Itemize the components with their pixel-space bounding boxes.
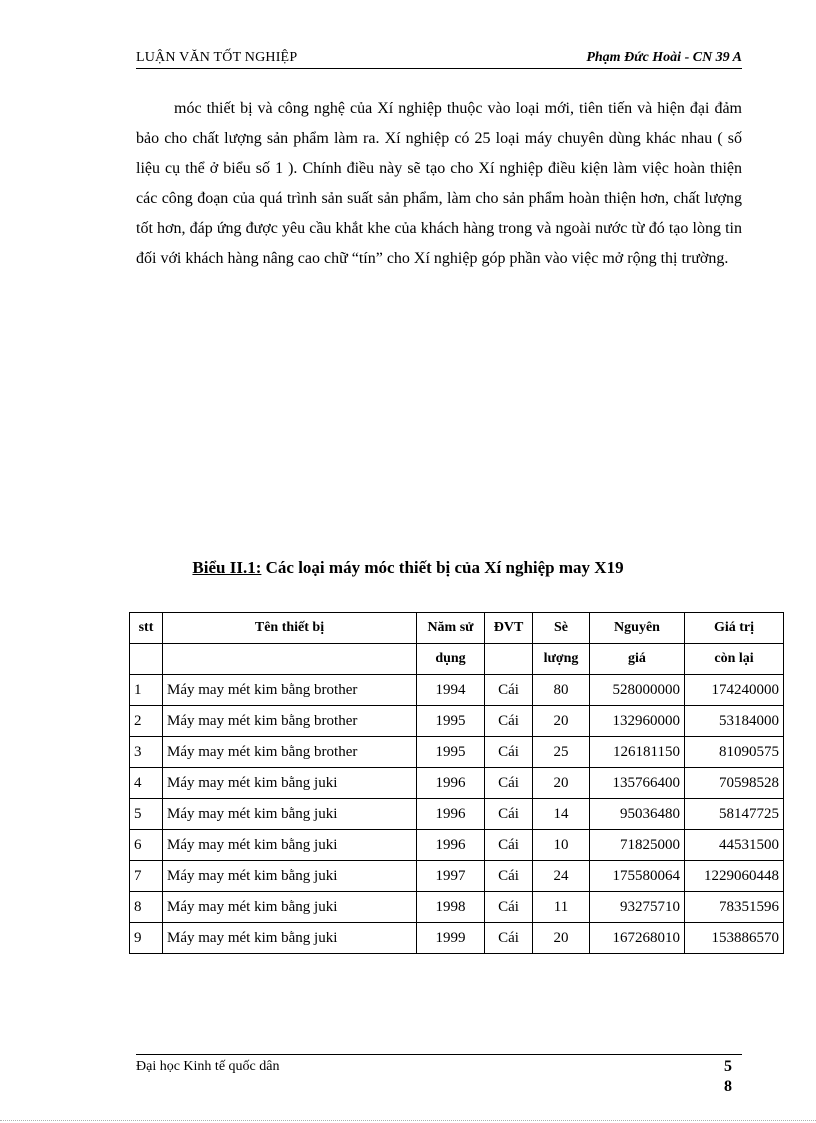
- table-row: [130, 830, 784, 861]
- header-unit-cont: [485, 644, 533, 675]
- page-bottom-divider: [0, 1120, 816, 1121]
- table-header-row: [130, 613, 784, 644]
- table-row: [130, 892, 784, 923]
- cell-unit: Cái: [485, 830, 533, 861]
- cell-stt: 6: [130, 830, 163, 861]
- table-caption: [0, 558, 816, 578]
- table-body: [130, 675, 784, 954]
- cell-original-cost: 71825000: [590, 830, 685, 861]
- body-paragraph: móc thiết bị và công nghệ của Xí nghiệp thuộc vào loại mới, tiên tiến và hiện đại đảm bảo cho chất lượng sản phẩm làm ra. Xí nghiệp có 25 loại máy chuyên dùng khác nhau ( số liệu cụ thể ở biểu số 1 ). Chính điều này sẽ tạo cho Xí nghiệp điều kiện làm việc hoàn thiện các công đoạn của quá trình sản suất sản phẩm, làm cho sản phẩm hoàn thiện hơn, chất lượng tốt hơn, đáp ứng được yêu cầu khắt khe của khách hàng trong và ngoài nước từ đó tạo lòng tin đối với khách hàng nâng cao chữ “tín” cho Xí nghiệp góp phần vào việc mở rộng thị trường.: [136, 100, 742, 267]
- equipment-table: [129, 612, 784, 954]
- cell-quantity: 24: [533, 861, 590, 892]
- cell-residual-value: 78351596: [685, 892, 784, 923]
- cell-quantity: 80: [533, 675, 590, 706]
- cell-year: 1996: [417, 830, 485, 861]
- table-row: [130, 799, 784, 830]
- cell-quantity: 11: [533, 892, 590, 923]
- cell-device-name: Máy may mét kim bằng juki: [163, 861, 417, 892]
- table-caption-label: Biểu II.1:: [192, 558, 262, 577]
- table-row: [130, 706, 784, 737]
- cell-stt: 2: [130, 706, 163, 737]
- cell-original-cost: 167268010: [590, 923, 685, 954]
- page-header: [136, 50, 742, 69]
- page-number-line1: 5: [724, 1058, 732, 1075]
- table-row: [130, 923, 784, 954]
- cell-device-name: Máy may mét kim bằng brother: [163, 675, 417, 706]
- cell-original-cost: 126181150: [590, 737, 685, 768]
- cell-unit: Cái: [485, 675, 533, 706]
- cell-quantity: 14: [533, 799, 590, 830]
- table-header-row: [130, 644, 784, 675]
- cell-device-name: Máy may mét kim bằng juki: [163, 892, 417, 923]
- cell-stt: 1: [130, 675, 163, 706]
- header-quantity-cont: lượng: [533, 644, 590, 675]
- cell-unit: Cái: [485, 737, 533, 768]
- cell-device-name: Máy may mét kim bằng brother: [163, 706, 417, 737]
- cell-year: 1998: [417, 892, 485, 923]
- cell-device-name: Máy may mét kim bằng juki: [163, 830, 417, 861]
- cell-device-name: Máy may mét kim bằng brother: [163, 737, 417, 768]
- header-device-name-cont: [163, 644, 417, 675]
- header-year: Năm sử: [417, 613, 485, 644]
- header-device-name: Tên thiết bị: [163, 613, 417, 644]
- cell-stt: 7: [130, 861, 163, 892]
- cell-residual-value: 44531500: [685, 830, 784, 861]
- cell-device-name: Máy may mét kim bằng juki: [163, 923, 417, 954]
- header-original-cost: Nguyên: [590, 613, 685, 644]
- cell-unit: Cái: [485, 861, 533, 892]
- cell-residual-value: 58147725: [685, 799, 784, 830]
- cell-residual-value: 81090575: [685, 737, 784, 768]
- cell-stt: 8: [130, 892, 163, 923]
- header-quantity: Sè: [533, 613, 590, 644]
- cell-unit: Cái: [485, 768, 533, 799]
- cell-stt: 3: [130, 737, 163, 768]
- cell-year: 1999: [417, 923, 485, 954]
- cell-residual-value: 53184000: [685, 706, 784, 737]
- header-original-cost-cont: giá: [590, 644, 685, 675]
- cell-year: 1996: [417, 799, 485, 830]
- cell-residual-value: 1229060448: [685, 861, 784, 892]
- cell-quantity: 20: [533, 923, 590, 954]
- header-residual-value-cont: còn lại: [685, 644, 784, 675]
- table-row: [130, 737, 784, 768]
- cell-original-cost: 95036480: [590, 799, 685, 830]
- header-thesis-title: LUẬN VĂN TỐT NGHIỆP: [136, 50, 298, 65]
- cell-unit: Cái: [485, 706, 533, 737]
- header-year-cont: dụng: [417, 644, 485, 675]
- cell-stt: 9: [130, 923, 163, 954]
- cell-residual-value: 153886570: [685, 923, 784, 954]
- cell-year: 1997: [417, 861, 485, 892]
- table-row: [130, 861, 784, 892]
- cell-quantity: 10: [533, 830, 590, 861]
- cell-original-cost: 135766400: [590, 768, 685, 799]
- table-caption-text: Các loại máy móc thiết bị của Xí nghiệp may X19: [261, 558, 624, 577]
- page-number-line2: 8: [724, 1078, 732, 1095]
- cell-year: 1994: [417, 675, 485, 706]
- cell-unit: Cái: [485, 892, 533, 923]
- footer-university: Đại học Kinh tế quốc dân: [136, 1059, 280, 1074]
- cell-quantity: 25: [533, 737, 590, 768]
- header-stt-cont: [130, 644, 163, 675]
- table-row: [130, 675, 784, 706]
- cell-original-cost: 528000000: [590, 675, 685, 706]
- header-author: Phạm Đức Hoài - CN 39 A: [586, 50, 742, 65]
- cell-year: 1995: [417, 706, 485, 737]
- cell-year: 1996: [417, 768, 485, 799]
- cell-stt: 4: [130, 768, 163, 799]
- cell-device-name: Máy may mét kim bằng juki: [163, 799, 417, 830]
- page-footer: [136, 1054, 742, 1095]
- cell-device-name: Máy may mét kim bằng juki: [163, 768, 417, 799]
- header-stt: stt: [130, 613, 163, 644]
- cell-residual-value: 70598528: [685, 768, 784, 799]
- cell-quantity: 20: [533, 706, 590, 737]
- cell-unit: Cái: [485, 799, 533, 830]
- cell-year: 1995: [417, 737, 485, 768]
- cell-stt: 5: [130, 799, 163, 830]
- table-row: [130, 768, 784, 799]
- cell-original-cost: 132960000: [590, 706, 685, 737]
- cell-quantity: 20: [533, 768, 590, 799]
- header-unit: ĐVT: [485, 613, 533, 644]
- cell-original-cost: 93275710: [590, 892, 685, 923]
- cell-unit: Cái: [485, 923, 533, 954]
- cell-residual-value: 174240000: [685, 675, 784, 706]
- cell-original-cost: 175580064: [590, 861, 685, 892]
- page-number: [724, 1057, 732, 1097]
- header-residual-value: Giá trị: [685, 613, 784, 644]
